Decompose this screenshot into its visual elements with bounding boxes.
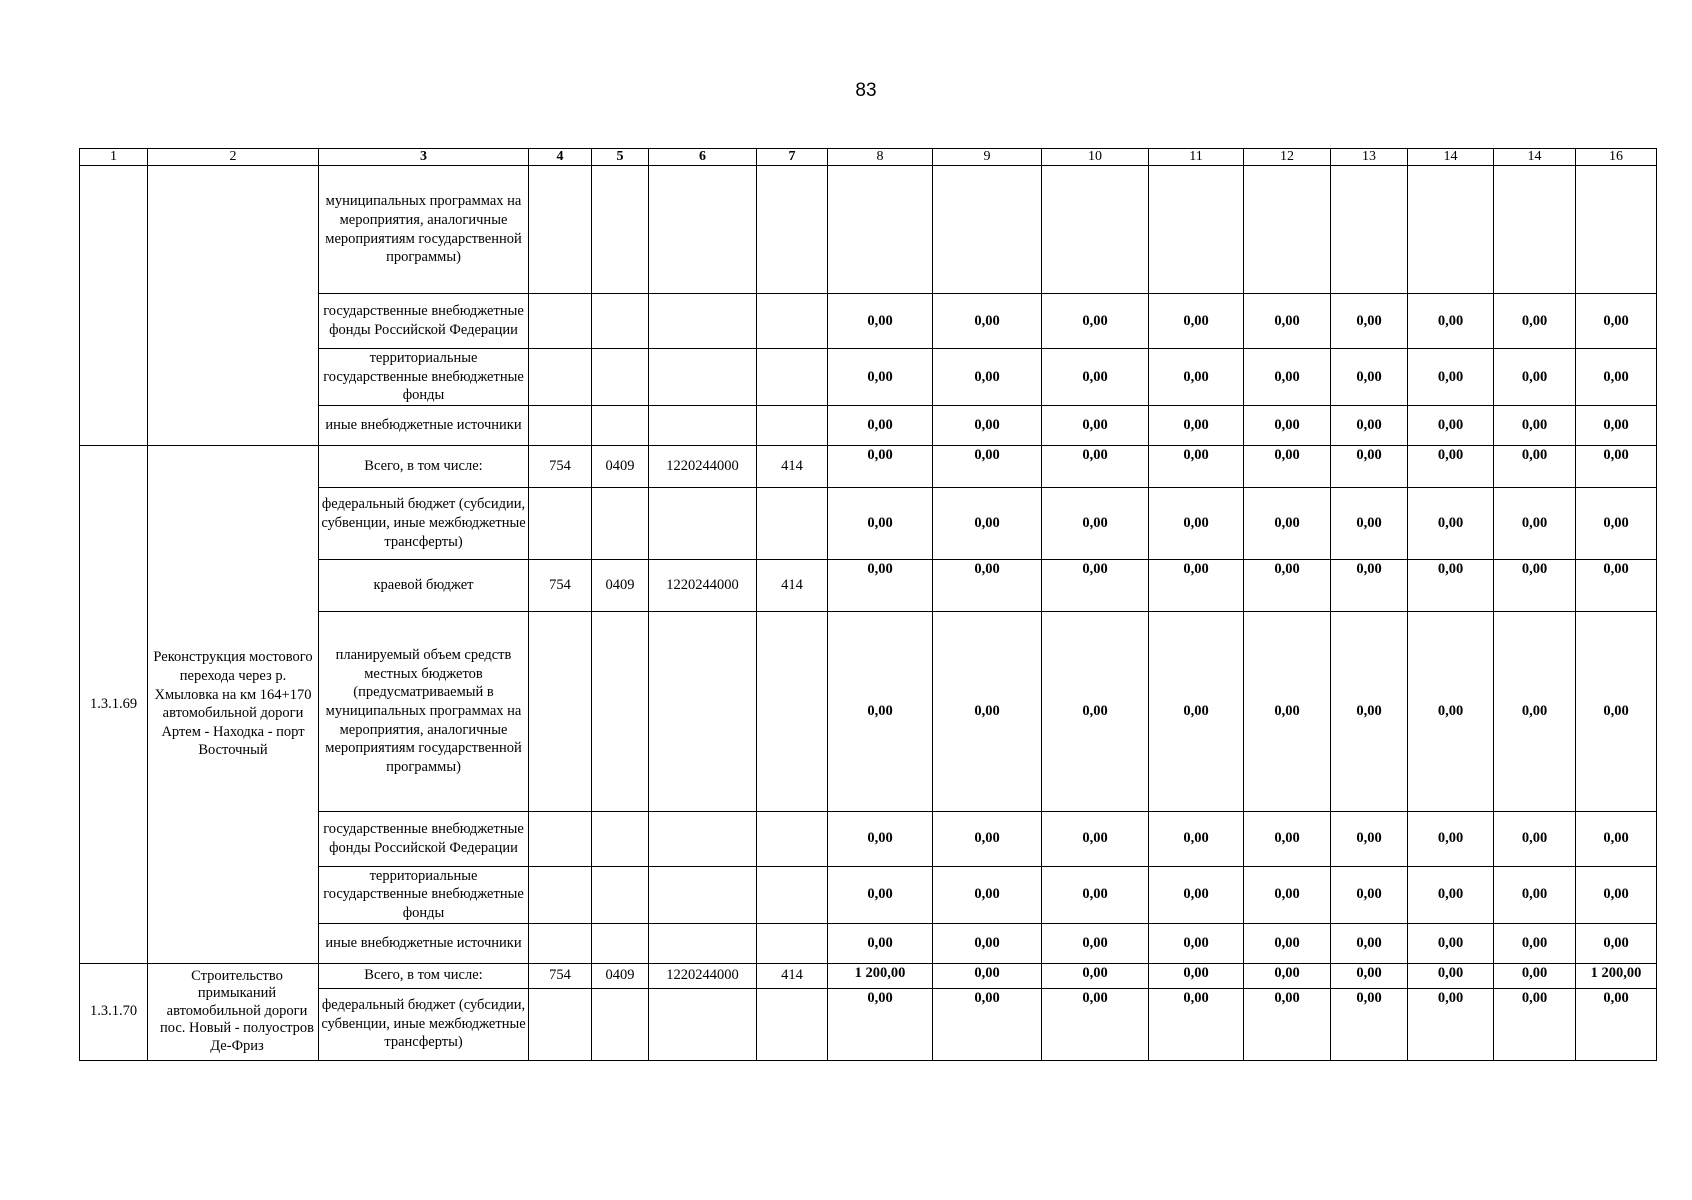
amount-cell: 0,00 (1576, 811, 1657, 866)
amount-cell: 0,00 (1494, 811, 1576, 866)
amount-cell: 0,00 (1149, 923, 1244, 963)
funding-source-cell: иные внебюджетные источники (319, 405, 529, 445)
amount-cell: 0,00 (933, 349, 1042, 406)
budget-code-cell (529, 811, 592, 866)
amount-cell: 0,00 (1408, 487, 1494, 559)
funding-source-cell: территориальные государственные внебюджетные фонды (319, 866, 529, 923)
amount-cell: 0,00 (1408, 294, 1494, 349)
budget-code-cell (592, 349, 649, 406)
budget-code-cell (649, 166, 757, 294)
amount-cell: 0,00 (1042, 811, 1149, 866)
amount-cell: 0,00 (1408, 988, 1494, 1060)
amount-cell: 0,00 (1576, 611, 1657, 811)
amount-cell: 0,00 (1408, 963, 1494, 988)
budget-code-cell: 1220244000 (649, 963, 757, 988)
amount-cell: 0,00 (1244, 405, 1331, 445)
col-header: 5 (592, 149, 649, 166)
budget-code-cell (529, 487, 592, 559)
budget-code-cell (529, 166, 592, 294)
col-header: 14 (1408, 149, 1494, 166)
amount-cell: 0,00 (1042, 611, 1149, 811)
amount-cell: 0,00 (933, 445, 1042, 487)
budget-code-cell (592, 866, 649, 923)
amount-cell: 0,00 (1408, 405, 1494, 445)
amount-cell (1331, 166, 1408, 294)
table-row (80, 963, 1657, 988)
amount-cell: 0,00 (1149, 963, 1244, 988)
amount-cell: 0,00 (1042, 866, 1149, 923)
amount-cell: 0,00 (1149, 866, 1244, 923)
budget-code-cell: 0409 (592, 963, 649, 988)
budget-code-cell (649, 294, 757, 349)
amount-cell: 0,00 (1494, 611, 1576, 811)
amount-cell: 0,00 (828, 988, 933, 1060)
amount-cell: 0,00 (1331, 405, 1408, 445)
amount-cell: 0,00 (1576, 923, 1657, 963)
amount-cell: 0,00 (1042, 963, 1149, 988)
amount-cell: 0,00 (1244, 611, 1331, 811)
funding-source-cell: государственные внебюджетные фонды Российской Федерации (319, 294, 529, 349)
budget-table (79, 148, 1657, 1061)
budget-code-cell: 754 (529, 963, 592, 988)
item-name-cell (148, 166, 319, 446)
amount-cell: 0,00 (1576, 988, 1657, 1060)
col-header: 12 (1244, 149, 1331, 166)
table-row (80, 166, 1657, 294)
budget-code-cell (757, 349, 828, 406)
budget-code-cell (757, 866, 828, 923)
amount-cell: 0,00 (1494, 349, 1576, 406)
amount-cell: 1 200,00 (828, 963, 933, 988)
amount-cell: 0,00 (933, 611, 1042, 811)
funding-source-cell: Всего, в том числе: (319, 445, 529, 487)
amount-cell: 0,00 (1149, 349, 1244, 406)
amount-cell: 0,00 (1244, 963, 1331, 988)
col-header: 14 (1494, 149, 1576, 166)
budget-code-cell (649, 811, 757, 866)
amount-cell: 0,00 (1244, 811, 1331, 866)
column-number-row (80, 149, 1657, 166)
col-header: 11 (1149, 149, 1244, 166)
amount-cell (933, 166, 1042, 294)
amount-cell: 0,00 (1149, 811, 1244, 866)
budget-code-cell: 414 (757, 559, 828, 611)
budget-code-cell: 1220244000 (649, 559, 757, 611)
amount-cell: 0,00 (1331, 923, 1408, 963)
amount-cell (1408, 166, 1494, 294)
budget-code-cell: 414 (757, 445, 828, 487)
budget-code-cell: 414 (757, 963, 828, 988)
amount-cell: 0,00 (1331, 988, 1408, 1060)
budget-code-cell (757, 988, 828, 1060)
amount-cell: 0,00 (828, 405, 933, 445)
amount-cell: 0,00 (828, 559, 933, 611)
budget-code-cell (592, 811, 649, 866)
page-number: 83 (855, 80, 877, 101)
amount-cell: 0,00 (828, 811, 933, 866)
budget-code-cell (529, 866, 592, 923)
funding-source-cell: территориальные государственные внебюджетные фонды (319, 349, 529, 406)
amount-cell: 0,00 (933, 487, 1042, 559)
amount-cell: 0,00 (1244, 487, 1331, 559)
funding-source-cell: планируемый объем средств местных бюджетов (предусматриваемый в муниципальных программах на мероприятия, аналогичные мероприятиям государственной программы) (319, 611, 529, 811)
budget-code-cell (529, 988, 592, 1060)
amount-cell: 0,00 (1331, 445, 1408, 487)
funding-source-cell: муниципальных программах на мероприятия, аналогичные мероприятиям государственной программы) (319, 166, 529, 294)
budget-code-cell (592, 923, 649, 963)
amount-cell: 0,00 (1494, 487, 1576, 559)
amount-cell: 0,00 (1149, 559, 1244, 611)
amount-cell: 0,00 (1576, 559, 1657, 611)
amount-cell: 0,00 (1494, 559, 1576, 611)
table-row (80, 445, 1657, 487)
budget-code-cell (592, 166, 649, 294)
amount-cell: 0,00 (1042, 445, 1149, 487)
amount-cell: 0,00 (1576, 487, 1657, 559)
budget-code-cell: 754 (529, 445, 592, 487)
col-header: 13 (1331, 149, 1408, 166)
amount-cell: 0,00 (1149, 487, 1244, 559)
amount-cell: 0,00 (1244, 349, 1331, 406)
budget-code-cell (649, 487, 757, 559)
budget-code-cell (757, 405, 828, 445)
amount-cell (1042, 166, 1149, 294)
amount-cell: 0,00 (1331, 811, 1408, 866)
amount-cell: 0,00 (933, 988, 1042, 1060)
amount-cell (828, 166, 933, 294)
funding-source-cell: государственные внебюджетные фонды Российской Федерации (319, 811, 529, 866)
amount-cell: 0,00 (1576, 445, 1657, 487)
budget-code-cell (757, 294, 828, 349)
amount-cell: 0,00 (1494, 866, 1576, 923)
amount-cell: 0,00 (1042, 349, 1149, 406)
amount-cell: 1 200,00 (1576, 963, 1657, 988)
col-header: 7 (757, 149, 828, 166)
amount-cell (1244, 166, 1331, 294)
amount-cell: 0,00 (1576, 294, 1657, 349)
amount-cell: 0,00 (1494, 294, 1576, 349)
amount-cell: 0,00 (1244, 988, 1331, 1060)
budget-code-cell: 0409 (592, 559, 649, 611)
amount-cell: 0,00 (828, 445, 933, 487)
col-header: 9 (933, 149, 1042, 166)
amount-cell: 0,00 (933, 405, 1042, 445)
amount-cell: 0,00 (1331, 294, 1408, 349)
amount-cell: 0,00 (1331, 349, 1408, 406)
amount-cell: 0,00 (1576, 866, 1657, 923)
col-header: 10 (1042, 149, 1149, 166)
amount-cell: 0,00 (1494, 445, 1576, 487)
col-header: 3 (319, 149, 529, 166)
amount-cell: 0,00 (1408, 445, 1494, 487)
amount-cell: 0,00 (1042, 559, 1149, 611)
amount-cell: 0,00 (1244, 294, 1331, 349)
amount-cell: 0,00 (1149, 294, 1244, 349)
amount-cell: 0,00 (933, 294, 1042, 349)
amount-cell: 0,00 (828, 294, 933, 349)
amount-cell: 0,00 (933, 559, 1042, 611)
item-number-cell (80, 166, 148, 446)
amount-cell: 0,00 (828, 611, 933, 811)
budget-code-cell (529, 349, 592, 406)
amount-cell: 0,00 (1244, 923, 1331, 963)
col-header: 16 (1576, 149, 1657, 166)
amount-cell: 0,00 (933, 811, 1042, 866)
budget-code-cell (649, 349, 757, 406)
budget-code-cell (592, 611, 649, 811)
budget-code-cell (649, 923, 757, 963)
budget-code-cell (592, 988, 649, 1060)
amount-cell: 0,00 (1149, 611, 1244, 811)
amount-cell: 0,00 (828, 349, 933, 406)
budget-code-cell (649, 611, 757, 811)
amount-cell: 0,00 (1576, 405, 1657, 445)
amount-cell: 0,00 (828, 487, 933, 559)
budget-code-cell (757, 923, 828, 963)
budget-code-cell (649, 988, 757, 1060)
funding-source-cell: федеральный бюджет (субсидии, субвенции, иные межбюджетные трансферты) (319, 487, 529, 559)
amount-cell: 0,00 (1331, 866, 1408, 923)
budget-code-cell (757, 487, 828, 559)
budget-code-cell (757, 166, 828, 294)
amount-cell: 0,00 (828, 866, 933, 923)
col-header: 2 (148, 149, 319, 166)
amount-cell: 0,00 (1408, 559, 1494, 611)
amount-cell: 0,00 (1494, 405, 1576, 445)
amount-cell: 0,00 (1149, 405, 1244, 445)
amount-cell: 0,00 (1331, 559, 1408, 611)
amount-cell: 0,00 (1331, 487, 1408, 559)
amount-cell: 0,00 (1494, 988, 1576, 1060)
amount-cell: 0,00 (1408, 866, 1494, 923)
budget-code-cell (529, 405, 592, 445)
amount-cell: 0,00 (1408, 611, 1494, 811)
amount-cell: 0,00 (1408, 349, 1494, 406)
col-header: 4 (529, 149, 592, 166)
amount-cell: 0,00 (1576, 349, 1657, 406)
budget-code-cell (592, 294, 649, 349)
amount-cell: 0,00 (1244, 866, 1331, 923)
budget-code-cell (529, 294, 592, 349)
amount-cell: 0,00 (1042, 405, 1149, 445)
amount-cell: 0,00 (1042, 988, 1149, 1060)
item-number-cell: 1.3.1.70 (80, 963, 148, 1060)
item-name-cell: Строительство примыканий автомобильной дороги пос. Новый - полуостров Де-Фриз (148, 963, 319, 1060)
amount-cell: 0,00 (1149, 988, 1244, 1060)
funding-source-cell: федеральный бюджет (субсидии, субвенции, иные межбюджетные трансферты) (319, 988, 529, 1060)
amount-cell: 0,00 (1042, 923, 1149, 963)
amount-cell: 0,00 (1244, 445, 1331, 487)
budget-code-cell (529, 923, 592, 963)
amount-cell: 0,00 (1331, 963, 1408, 988)
budget-code-cell (757, 811, 828, 866)
amount-cell: 0,00 (1042, 487, 1149, 559)
col-header: 1 (80, 149, 148, 166)
funding-source-cell: краевой бюджет (319, 559, 529, 611)
col-header: 8 (828, 149, 933, 166)
item-number-cell: 1.3.1.69 (80, 445, 148, 963)
amount-cell (1494, 166, 1576, 294)
budget-code-cell (649, 405, 757, 445)
amount-cell: 0,00 (1408, 811, 1494, 866)
amount-cell: 0,00 (933, 963, 1042, 988)
amount-cell: 0,00 (933, 923, 1042, 963)
funding-source-cell: Всего, в том числе: (319, 963, 529, 988)
amount-cell: 0,00 (1494, 923, 1576, 963)
budget-code-cell (649, 866, 757, 923)
amount-cell (1149, 166, 1244, 294)
amount-cell: 0,00 (1494, 963, 1576, 988)
amount-cell (1576, 166, 1657, 294)
amount-cell: 0,00 (933, 866, 1042, 923)
budget-code-cell: 754 (529, 559, 592, 611)
amount-cell: 0,00 (1042, 294, 1149, 349)
budget-code-cell (757, 611, 828, 811)
budget-code-cell (592, 405, 649, 445)
budget-code-cell (592, 487, 649, 559)
col-header: 6 (649, 149, 757, 166)
item-name-cell: Реконструкция мостового перехода через р. Хмыловка на км 164+170 автомобильной дороги Артем - Находка - порт Восточный (148, 445, 319, 963)
budget-code-cell (529, 611, 592, 811)
amount-cell: 0,00 (1244, 559, 1331, 611)
budget-code-cell: 1220244000 (649, 445, 757, 487)
budget-code-cell: 0409 (592, 445, 649, 487)
amount-cell: 0,00 (1408, 923, 1494, 963)
amount-cell: 0,00 (1149, 445, 1244, 487)
funding-source-cell: иные внебюджетные источники (319, 923, 529, 963)
amount-cell: 0,00 (1331, 611, 1408, 811)
amount-cell: 0,00 (828, 923, 933, 963)
